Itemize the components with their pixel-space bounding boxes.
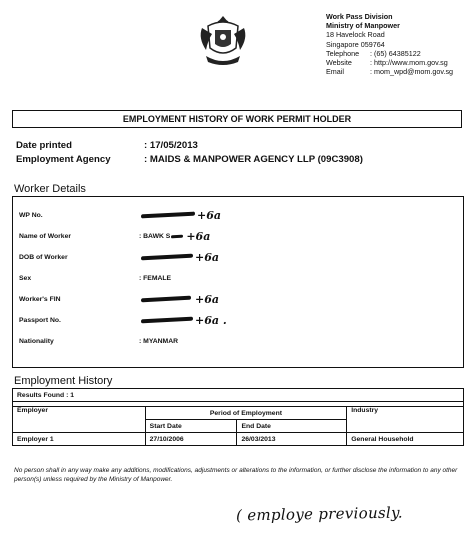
division-address-block	[326, 12, 453, 76]
industry-cell: General Household	[347, 433, 464, 446]
redaction-mark	[141, 254, 193, 261]
address-line: 18 Havelock Road	[326, 30, 385, 40]
date-printed-label: Date printed	[16, 140, 72, 151]
employment-agency-value: : MAIDS & MANPOWER AGENCY LLP (09C3908)	[144, 154, 363, 165]
nationality-value: : MYANMAR	[139, 337, 179, 345]
ministry-crest-icon	[198, 12, 248, 68]
telephone-label: Telephone	[326, 48, 360, 58]
employment-history-title: Employment History	[14, 375, 113, 387]
date-printed-value: : 17/05/2013	[144, 140, 198, 151]
telephone-value: : (65) 64385122	[370, 48, 421, 58]
wp-no-row	[19, 209, 439, 221]
results-row	[13, 389, 464, 402]
document-meta	[16, 139, 363, 167]
email-value: : mom_wpd@mom.gov.sg	[370, 67, 454, 77]
wp-no-label: WP No.	[19, 211, 43, 219]
address-postal: Singapore 059764	[326, 39, 385, 49]
employer-header: Employer	[13, 407, 146, 433]
division-name: Work Pass Division	[326, 12, 393, 21]
results-found: Results Found : 1	[13, 389, 464, 402]
document-title: EMPLOYMENT HISTORY OF WORK PERMIT HOLDER	[12, 110, 462, 128]
dob-row	[19, 251, 439, 263]
sex-label: Sex	[19, 274, 32, 282]
employment-agency-label: Employment Agency	[16, 154, 111, 165]
ministry-name: Ministry of Manpower	[326, 21, 400, 31]
date-printed-row	[16, 139, 363, 153]
period-header: Period of Employment	[145, 407, 347, 420]
website-row	[326, 58, 453, 67]
start-date-header: Start Date	[145, 420, 237, 433]
nationality-label: Nationality	[19, 337, 54, 345]
end-date-cell: 26/03/2013	[237, 433, 347, 446]
handwritten-annotation: +6a	[195, 250, 219, 264]
redaction-mark	[141, 296, 191, 303]
handwritten-note: ( employe previously.	[235, 503, 404, 525]
redaction-mark	[141, 212, 195, 219]
website-value: : http://www.mom.gov.sg	[370, 58, 448, 68]
handwritten-annotation: +6a	[186, 229, 211, 243]
industry-header: Industry	[347, 407, 464, 433]
sex-value: : FEMALE	[139, 274, 172, 282]
sex-row	[19, 272, 439, 284]
worker-fin-label: Worker's FIN	[19, 295, 61, 303]
email-row	[326, 67, 453, 76]
email-label: Email	[326, 67, 344, 77]
worker-fin-row	[19, 293, 439, 305]
redaction-mark	[141, 317, 193, 324]
start-date-cell: 27/10/2006	[145, 433, 237, 446]
website-label: Website	[326, 58, 352, 68]
nationality-row	[19, 335, 439, 347]
worker-details-title: Worker Details	[14, 183, 86, 195]
passport-no-row	[19, 314, 439, 326]
table-row	[13, 433, 464, 446]
handwritten-annotation: +6a	[197, 208, 221, 222]
telephone-row	[326, 49, 453, 58]
employment-history-table	[12, 388, 464, 446]
passport-no-label: Passport No.	[19, 316, 61, 324]
employer-cell: Employer 1	[13, 433, 146, 446]
redaction-mark	[171, 234, 183, 238]
end-date-header: End Date	[237, 420, 347, 433]
dob-label: DOB of Worker	[19, 253, 68, 261]
table-header-row	[13, 407, 464, 420]
handwritten-annotation: +6a .	[195, 313, 227, 327]
disclaimer-text: No person shall in any way make any additions, modifications, adjustments or alterations to the information, or further disclose the information to any other person(s) unless required by the Ministry of Manpower.	[14, 467, 458, 483]
name-of-worker-row	[19, 230, 439, 242]
name-of-worker-value: : BAWK S	[139, 232, 171, 240]
employment-agency-row	[16, 153, 363, 167]
name-of-worker-label: Name of Worker	[19, 232, 71, 240]
handwritten-annotation: +6a	[195, 292, 219, 306]
